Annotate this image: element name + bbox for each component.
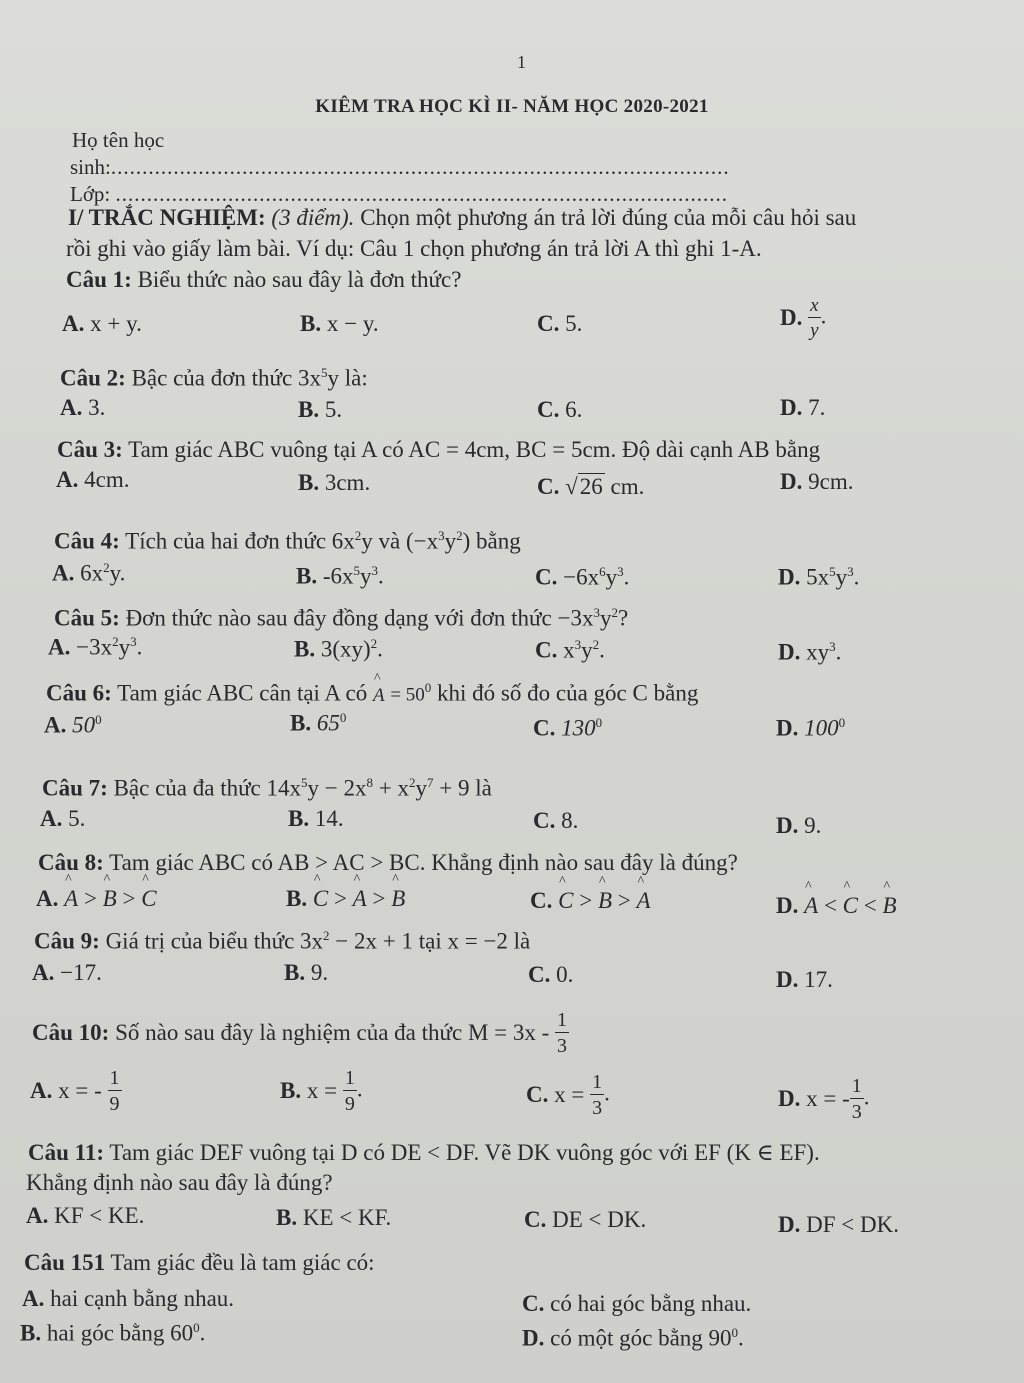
name-label-line2: sinh: (70, 155, 111, 179)
q2-option-d: D. 7. (780, 395, 826, 420)
question-6: Câu 6: Tam giác ABC cân tại A có ^ $A = 50^0$ khi đó số đo của góc C bằng (46, 680, 698, 707)
q8-option-b: B. ^ C > ^ A > ^ B (286, 886, 405, 912)
q8-option-c: C. ^ C > ^ B > ^ A (530, 888, 651, 914)
q9-option-d: D. 17. (776, 967, 833, 992)
q4-option-b: B. $-6x^5y^3$. (296, 563, 384, 589)
q7-option-b: B. 14. (288, 806, 344, 831)
q1-label: Câu 1: (66, 267, 132, 292)
section-points: (3 điểm). (271, 205, 355, 230)
section-title: I/ TRẮC NGHIỆM: (68, 205, 266, 230)
q8-option-a: A. ^ A > ^ B > ^ C (36, 886, 157, 912)
q10-option-b: B. x = $\frac{1}{9}$ . (280, 1067, 363, 1115)
q5-option-b: B. 3(xy)$^2$. (294, 636, 383, 662)
class-field (70, 182, 728, 207)
q3-option-b: B. 3cm. (298, 470, 371, 495)
question-11: Câu 11: Tam giác DEF vuông tại D có DE < DF. Vẽ DK vuông góc với EF (K ∈ EF). (28, 1140, 820, 1165)
exam-title: KIÊM TRA HỌC KÌ II- NĂM HỌC 2020-2021 (315, 96, 709, 117)
q11-option-b: B. KE < KF. (276, 1205, 392, 1230)
q12-option-b: B. hai góc bằng $60^0$. (20, 1320, 206, 1346)
q6-option-c: C. $130^0$ (533, 715, 603, 741)
question-7: Câu 7: Bậc của đa thức $14x^5y - 2x^8 + x^2y^7 + 9$ là (42, 775, 492, 801)
q12-option-a: A. hai cạnh bằng nhau. (22, 1286, 235, 1311)
q3-option-d: D. 9cm. (780, 469, 854, 494)
page-number: 1 (517, 52, 526, 72)
q9-option-c: C. 0. (528, 962, 574, 987)
section-instruction-2: rồi ghi vào giấy làm bài. Ví dụ: Câu 1 chọn phương án trả lời A thì ghi 1-A. (66, 236, 762, 261)
class-dots: .................................................................................................. (115, 182, 729, 206)
q10-option-c: C. x = $\frac{1}{3}$ . (526, 1071, 610, 1119)
question-11-line2: Khẳng định nào sau đây là đúng? (26, 1170, 333, 1195)
q1-option-d: D. $\frac{x}{y}$ . (780, 295, 827, 341)
q10-option-d: D. x = - $\frac{1}{3}$ . (778, 1075, 870, 1123)
question-12: Câu 151 Tam giác đều là tam giác có: (24, 1250, 375, 1275)
question-5: Câu 5: Đơn thức nào sau đây đồng dạng với đơn thức $-3x^3y^2$? (54, 605, 629, 631)
q12-option-d: D. có một góc bằng $90^0$. (522, 1325, 744, 1351)
q5-option-d: D. $xy^3$. (778, 639, 842, 665)
q9-option-b: B. 9. (284, 960, 329, 985)
q7-option-a: A. 5. (40, 806, 86, 831)
q7-option-c: C. 8. (533, 808, 579, 833)
q8-option-d: D. ^ A < ^ C < ^ B (776, 893, 897, 919)
question-2: Câu 2: Bậc của đơn thức $3x^5y$ là: (60, 365, 368, 391)
q7-option-d: D. 9. (776, 813, 822, 838)
name-field (70, 155, 730, 180)
q12-option-c: C. có hai góc bằng nhau. (522, 1291, 752, 1316)
question-4: Câu 4: Tích của hai đơn thức $6x^2y$ và $(-x^3y^2)$ bằng (54, 528, 521, 554)
q1-text: Biểu thức nào sau đây là đơn thức? (137, 267, 462, 292)
question-8: Câu 8: Tam giác ABC có AB > AC > BC. Khẳng định nào sau đây là đúng? (38, 850, 738, 875)
q4-option-c: C. $-6x^6y^3$. (535, 564, 630, 590)
q1-option-a: A. x + y. (62, 311, 142, 336)
question-10: Câu 10: Số nào sau đây là nghiệm của đa thức M = 3x - $\frac{1}{3}$ (32, 1009, 568, 1057)
question-3: Câu 3: Tam giác ABC vuông tại A có AC = 4cm, BC = 5cm. Độ dài cạnh AB bằng (57, 437, 821, 462)
q1-option-b: B. x − y. (300, 311, 379, 336)
q6-option-a: A. $50^0$ (44, 712, 102, 738)
name-dots: ................................................................................................... (110, 155, 730, 179)
q1-option-c: C. 5. (537, 311, 583, 336)
q11-option-a: A. KF < KE. (26, 1203, 145, 1228)
class-label: Lớp: (70, 182, 111, 206)
q9-option-a: A. −17. (32, 960, 102, 985)
q5-option-c: C. $x^3y^2$. (535, 637, 605, 663)
q11-option-c: C. DE < DK. (524, 1207, 647, 1232)
question-1 (66, 267, 461, 293)
section-instruction-1: Chọn một phương án trả lời đúng của mỗi câu hỏi sau (360, 205, 857, 230)
q6-option-d: D. $100^0$ (776, 715, 846, 741)
q6-option-b: B. $65^0$ (290, 710, 347, 736)
q3-option-c: C. √26 cm. (537, 474, 645, 499)
q5-option-a: A. $-3x^2y^3$. (48, 634, 143, 660)
q4-option-a: A. $6x^2y$. (52, 560, 126, 586)
question-9: Câu 9: Giá trị của biểu thức $3x^2 - 2x + 1$ tại x = −2 là (34, 928, 531, 954)
q2-option-b: B. 5. (298, 397, 343, 422)
name-label-line1: Họ tên học (72, 128, 165, 152)
q10-option-a: A. x = - $\frac{1}{9}$ (30, 1067, 120, 1115)
q2-option-c: C. 6. (537, 397, 583, 422)
q2-option-a: A. 3. (60, 395, 106, 420)
q4-option-d: D. $5x^5y^3$. (778, 564, 860, 590)
q3-option-a: A. 4cm. (56, 467, 130, 492)
q11-option-d: D. DF < DK. (778, 1212, 899, 1237)
section-heading (68, 205, 856, 231)
